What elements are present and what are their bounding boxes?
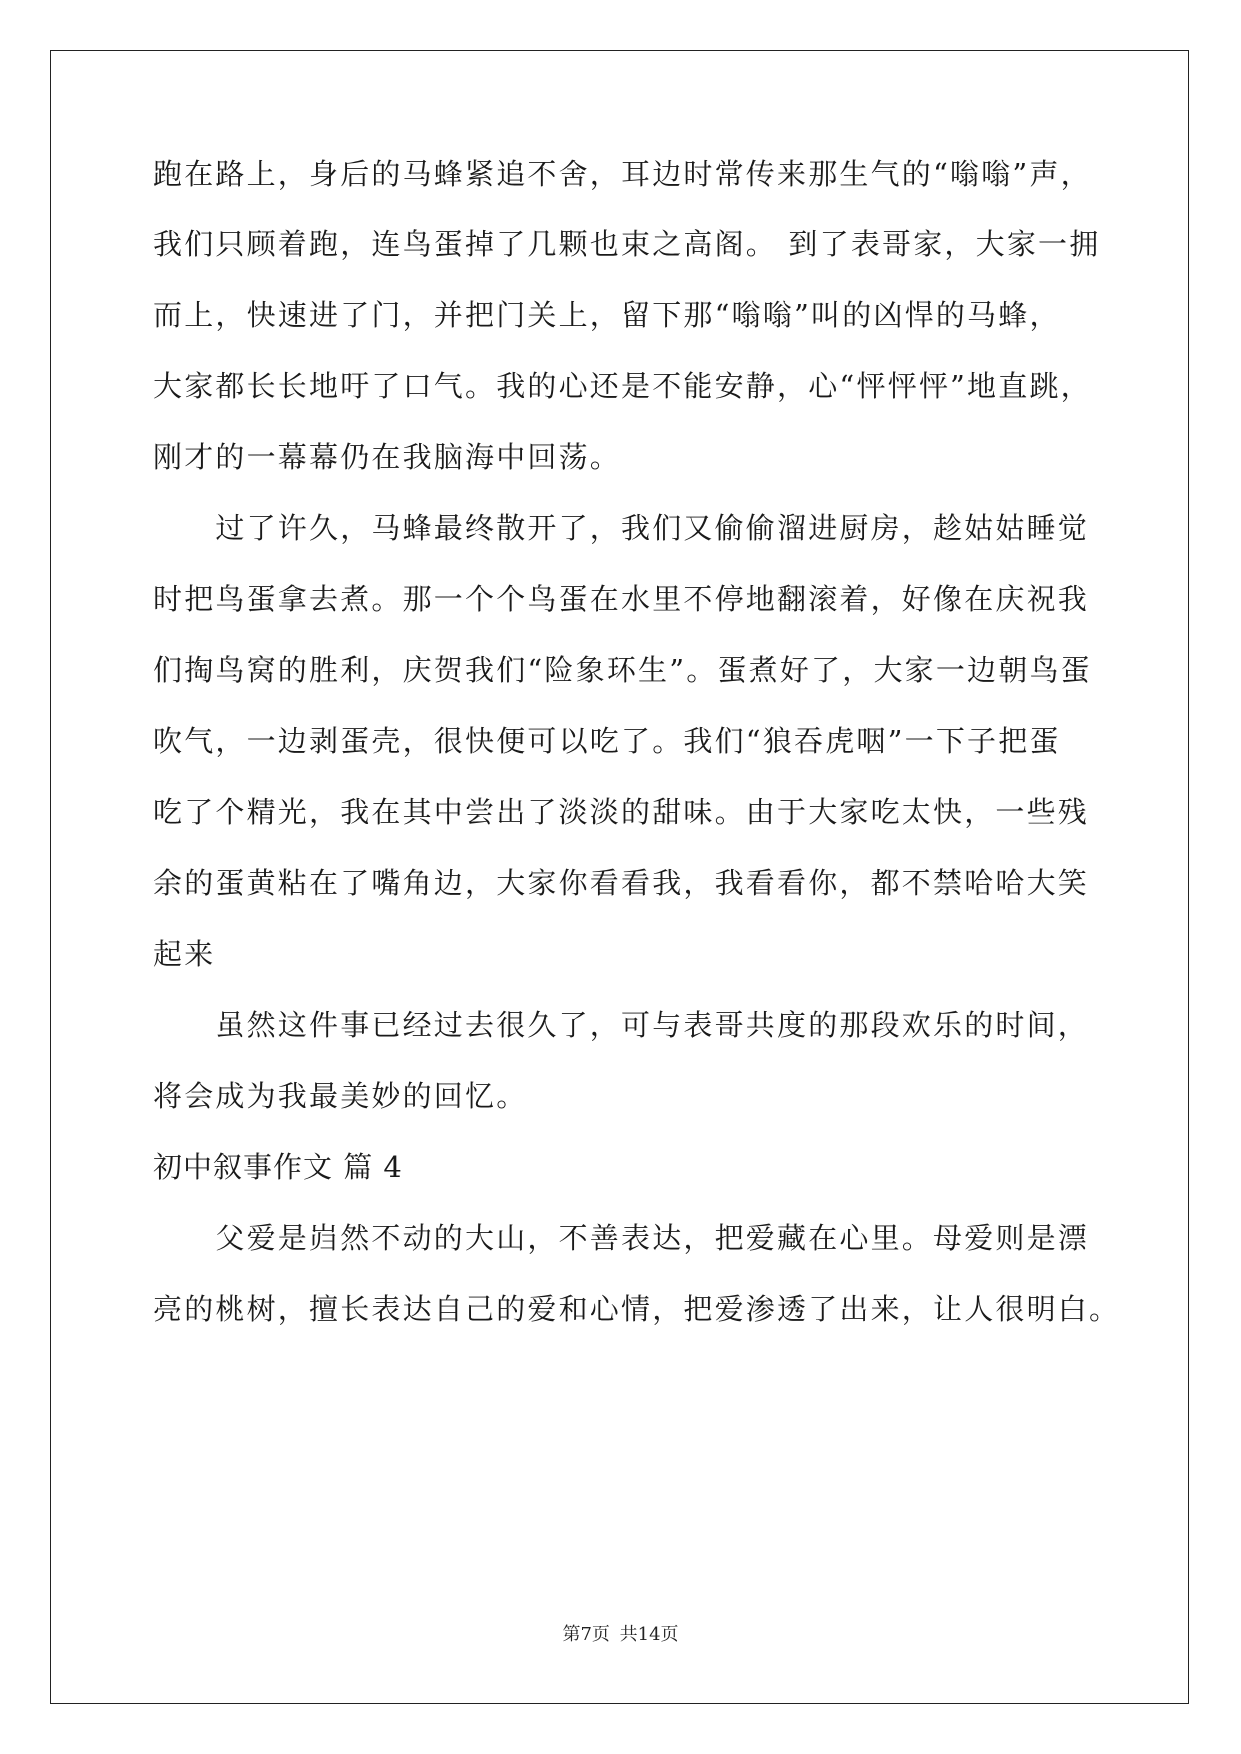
- text-line: 跑在路上，身后的马蜂紧追不舍，耳边时常传来那生气的“嗡嗡”声，: [153, 157, 1092, 191]
- text-line: 我们只顾着跑，连鸟蛋掉了几颗也束之高阁。 到了表哥家，大家一拥: [153, 227, 1101, 261]
- text-line: 将会成为我最美妙的回忆。: [153, 1079, 528, 1113]
- text-line: 大家都长长地吁了口气。我的心还是不能安静，心“怦怦怦”地直跳，: [153, 369, 1092, 403]
- text-line: 吹气，一边剥蛋壳，很快便可以吃了。我们“狼吞虎咽”一下子把蛋: [153, 724, 1061, 758]
- text-line: 余的蛋黄粘在了嘴角边，大家你看看我，我看看你，都不禁哈哈大笑: [153, 866, 1090, 900]
- page-number: 第7页: [562, 1624, 610, 1645]
- text-line: 时把鸟蛋拿去煮。那一个个鸟蛋在水里不停地翻滚着，好像在庆祝我: [153, 582, 1090, 616]
- text-line: 虽然这件事已经过去很久了，可与表哥共度的那段欢乐的时间，: [153, 1008, 1090, 1042]
- text-line: 过了许久，马蜂最终散开了，我们又偷偷溜进厨房，趁姑姑睡觉: [153, 511, 1090, 545]
- page-footer: [0, 1620, 1241, 1646]
- text-line: 吃了个精光，我在其中尝出了淡淡的甜味。由于大家吃太快，一些残: [153, 795, 1090, 829]
- text-line: 父爱是岿然不动的大山，不善表达，把爱藏在心里。母爱则是漂: [153, 1221, 1090, 1255]
- text-line: 们掏鸟窝的胜利，庆贺我们“险象环生”。蛋煮好了，大家一边朝鸟蛋: [153, 653, 1092, 687]
- text-line: 而上，快速进了门，并把门关上，留下那“嗡嗡”叫的凶悍的马蜂，: [153, 298, 1061, 332]
- text-line: 亮的桃树，擅长表达自己的爱和心情，把爱渗透了出来，让人很明白。: [153, 1292, 1121, 1326]
- text-line: 起来: [153, 937, 216, 971]
- text-line: 刚才的一幕幕仍在我脑海中回荡。: [153, 440, 622, 474]
- page-total: 共14页: [619, 1624, 679, 1645]
- section-heading: 初中叙事作文 篇 4: [153, 1150, 403, 1184]
